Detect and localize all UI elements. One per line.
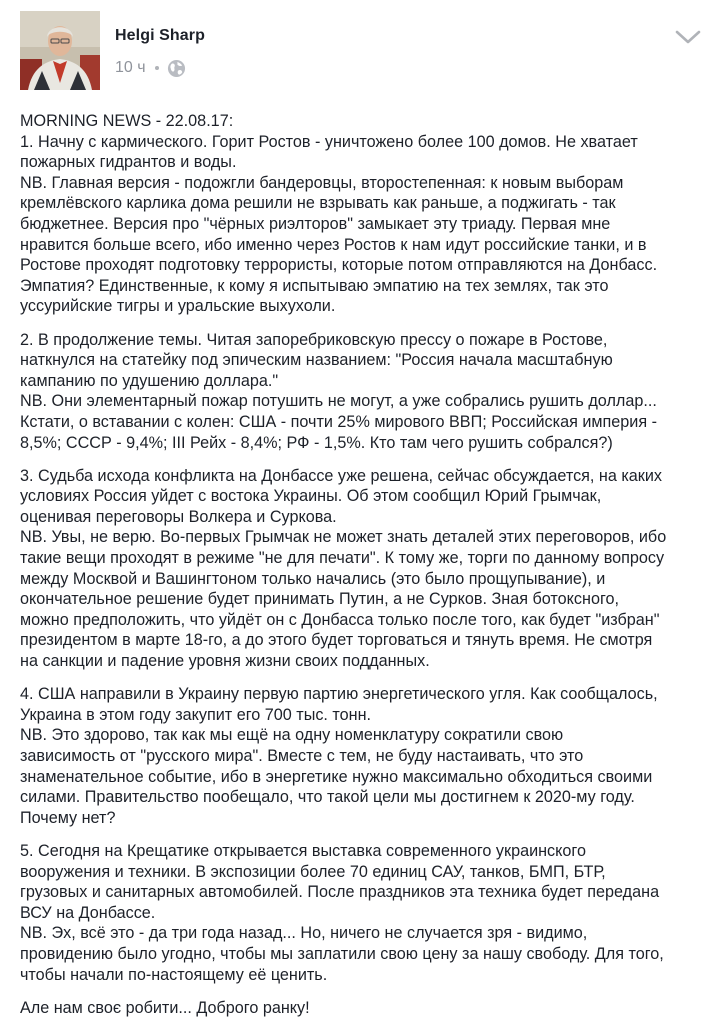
text-line: кремлёвского карлика дома решили не взрывать как раньше, а поджигать - так [20, 194, 616, 213]
text-line: нравится больше всего, ибо именно через Ростов к нам идут российские танки, и в [20, 235, 647, 254]
text-line: можно предположить, что уйдёт он с Донбасса только после того, как будет "избран" [20, 610, 660, 629]
text-line: Эмпатия? Единственные, к кому я испытываю эмпатию на тех землях, так это [20, 276, 609, 295]
text-line: 5. Сегодня на Крещатике открывается выставка современного украинского [20, 841, 586, 860]
text-line: президентом в марте 18-го, а до этого будет торговаться и тянуть время. Не смотря [20, 631, 653, 650]
text-line: окончательное решение будет принимать Путин, а не Сурков. Зная ботоксного, [20, 590, 619, 609]
text-line: NB. Эх, всё это - да три года назад... Но, ничего не случается зря - видимо, [20, 924, 588, 943]
text-line: вооружения и техники. В экспозиции более 70 единиц САУ, танков, БМП, БТР, [20, 862, 606, 881]
text-line: зависимость от "русского мира". Вместе с тем, не буду настаивать, что это [20, 747, 584, 765]
post-meta [115, 57, 186, 79]
text-line: 8,5%; СССР - 9,4%; III Рейх - 8,4%; РФ - 1,5%. Кто там чего рушить собрался?) [20, 433, 613, 452]
text-line: пожарных гидрантов и воды. [20, 153, 237, 172]
text-line: уссурийские тигры и уральские выхухоли. [20, 297, 336, 316]
text-line: 1. Начну с кармического. Горит Ростов - уничтожено более 100 домов. Не хватает [20, 132, 638, 151]
paragraph [20, 684, 710, 828]
paragraph [20, 841, 710, 985]
paragraph [20, 998, 710, 1019]
text-line: 3. Судьба исхода конфликта на Донбассе уже решена, сейчас обсуждается, на каких [20, 466, 663, 485]
text-line: Украина в этом году закупит его 700 тыс. тонн. [20, 705, 372, 724]
globe-icon[interactable] [167, 59, 186, 78]
text-line: 2. В продолжение темы. Читая запоребриковскую прессу о пожаре в Ростове, [20, 330, 608, 349]
text-line: наткнулся на статейку под эпическим названием: "Россия начала масштабную [20, 351, 613, 370]
text-line: такие вещи проходят в режиме "не для печати". К тому же, торги по данному вопросу [20, 549, 665, 568]
text-line: Кстати, о вставании с колен: США - почти 25% мирового ВВП; Российская империя - [20, 412, 657, 431]
text-line: на санкции и падение уровня жизни своих подданных. [20, 652, 430, 671]
text-line: условиях Россия уйдет с востока Украины. Об этом сообщил Юрий Грымчак, [20, 487, 602, 506]
text-line: NB. Они элементарный пожар потушить не могут, а уже собрались рушить доллар... [20, 392, 657, 411]
text-line: MORNING NEWS - 22.08.17: [20, 112, 234, 130]
text-line: Але нам своє робити... Доброго ранку! [20, 998, 310, 1017]
text-line: кампанию по удушению доллара." [20, 371, 279, 390]
text-line: знаменательное событие, ибо в энергетике нужно максимально обходиться своими [20, 767, 653, 786]
post-text [20, 111, 710, 1031]
post-header [0, 0, 720, 100]
text-line: NB. Увы, не верю. Во-первых Грымчак не может знать деталей этих переговоров, ибо [20, 528, 667, 547]
text-line: оценивая переговоры Волкера и Суркова. [20, 507, 337, 526]
paragraph [20, 111, 710, 317]
paragraph [20, 466, 710, 672]
text-line: NB. Главная версия - подожгли бандеровцы, второстепенная: к новым выборам [20, 173, 624, 192]
text-line: Почему нет? [20, 808, 116, 827]
author-name[interactable]: Helgi Sharp [115, 27, 206, 44]
text-line: провидению было угодно, чтобы мы заплатили свою цену за нашу свободу. Для того, [20, 944, 664, 963]
avatar-photo [20, 11, 100, 90]
text-line: бюджетнее. Версия про "чёрных риэлторов" замыкает эту триаду. Первая мне [20, 214, 611, 233]
post-timestamp[interactable]: 10 ч [115, 59, 146, 76]
text-line: грузовых и санитарных автомобилей. После праздников эта техника будет передана [20, 883, 660, 902]
text-line: NB. Это здорово, так как мы ещё на одну номенклатуру сократили свою [20, 726, 564, 745]
text-line: чтобы начали по-настоящему её ценить. [20, 965, 328, 984]
text-line: ВСУ на Донбассе. [20, 903, 156, 922]
text-line: Ростове проходят подготовку террористы, которые потом отправляются на Донбасс. [20, 256, 658, 275]
text-line: силами. Правительство пообещало, что такой цели мы достигнем к 2020-му году. [20, 788, 635, 807]
avatar[interactable] [20, 11, 100, 90]
text-line: между Москвой и Вашингтоном только начались (это было прощупывание), и [20, 569, 606, 588]
text-line: 4. США направили в Украину первую партию энергетического угля. Как сообщалось, [20, 685, 658, 704]
paragraph [20, 330, 710, 454]
separator-dot [155, 66, 159, 70]
chevron-down-icon[interactable] [674, 28, 702, 46]
